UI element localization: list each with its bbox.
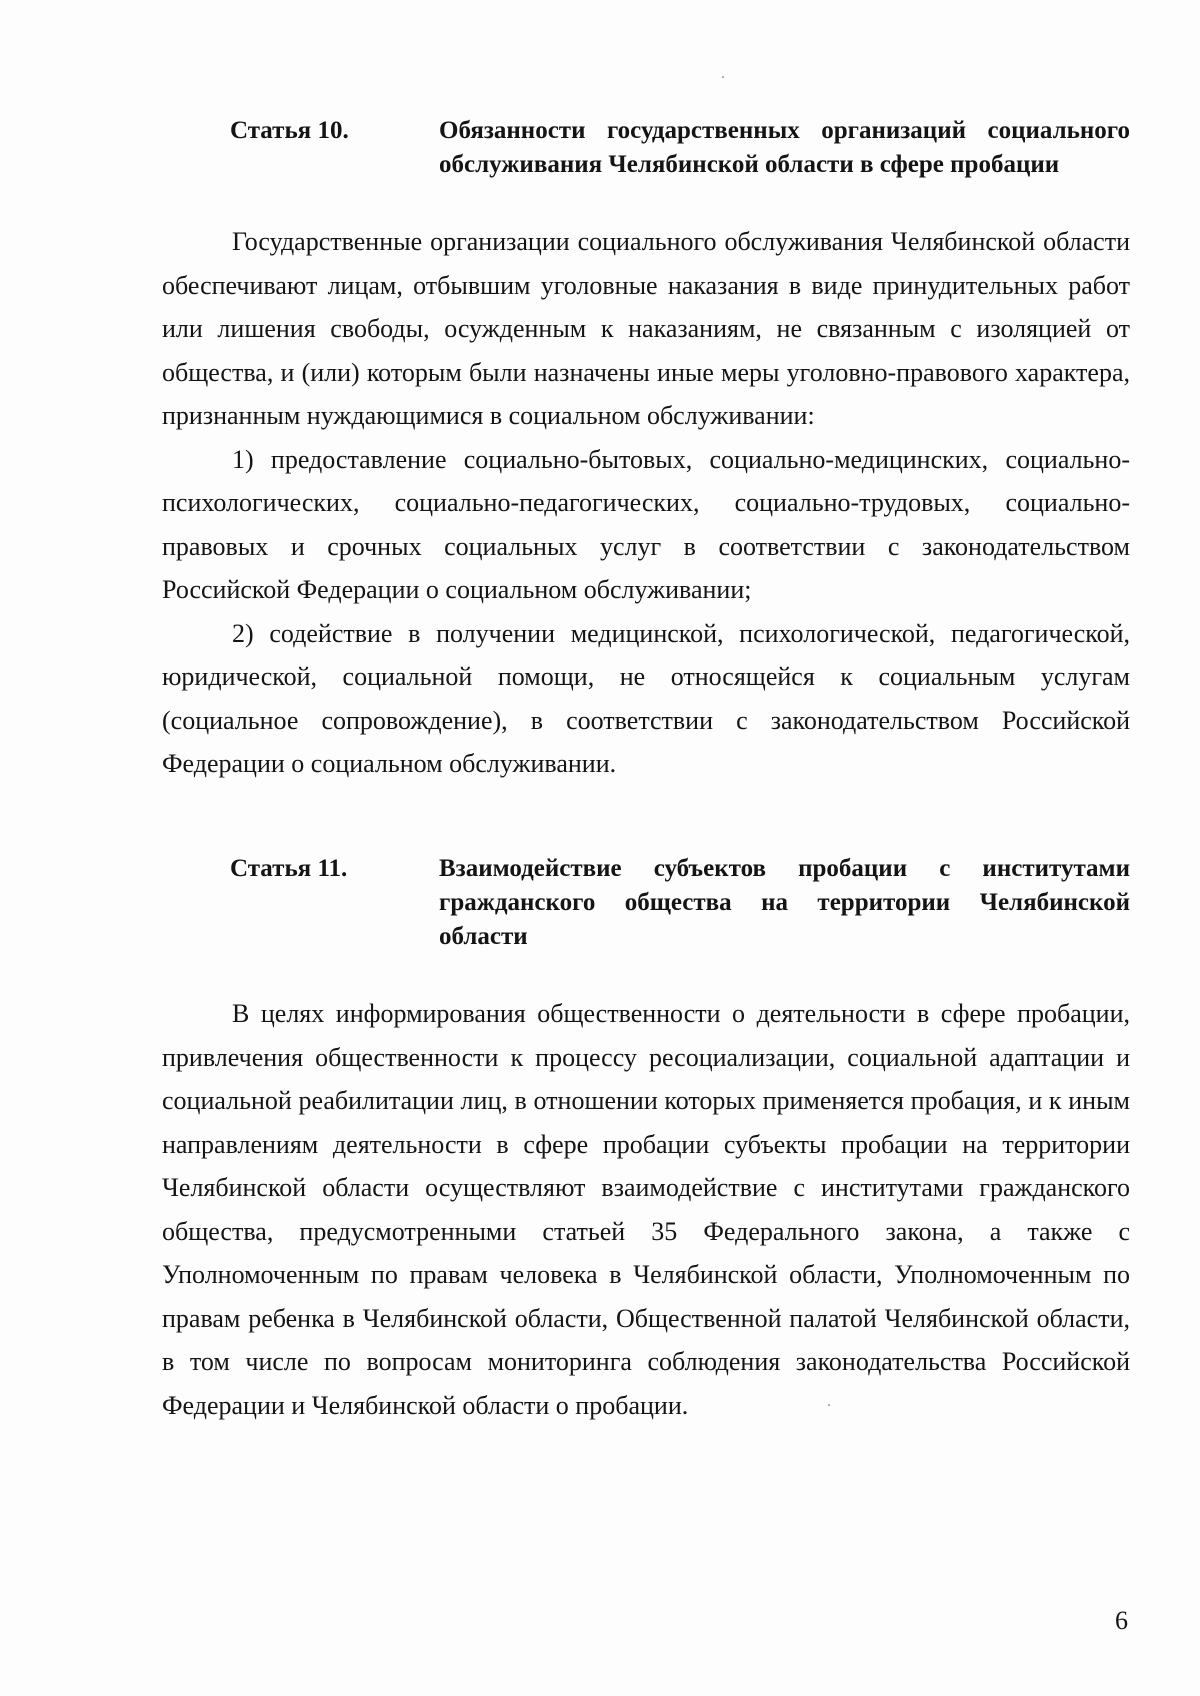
article-header [162,852,1130,954]
article-body [162,992,1130,1427]
article-title: Взаимодействие субъектов пробации с институтами гражданского общества на территории Челябинской области [439,855,1130,950]
article-title: Обязанности государственных организаций социального обслуживания Челябинской области в сфере пробации [439,117,1130,178]
paragraph: 1) предоставление социально-бытовых, социально-медицинских, социально-психологических, социально-педагогических, социально-трудовых, социально-правовых и срочных социальных услуг в соответствии с законодательством Российской Федерации о социальном обслуживании; [162,444,1130,604]
paragraph: Государственные организации социального обслуживания Челябинской области обеспечивают лицам, отбывшим уголовные наказания в виде принудительных работ или лишения свободы, осужденным к наказаниям, не связанным с изоляцией от общества, и (или) которым были назначены иные меры уголовно-правового характера, признанным нуждающимися в социальном обслуживании: [162,227,1130,430]
article-number: Статья 10. [230,117,349,144]
article-body [162,220,1130,786]
paragraph: 2) содействие в получении медицинской, психологической, педагогической, юридической, социальной помощи, не относящейся к социальным услугам (социальное сопровождение), в соответствии с законодательством Российской Федерации о социальном обслуживании. [162,618,1130,778]
scan-speck [722,76,724,78]
article-number: Статья 11. [230,855,348,882]
paragraph: В целях информирования общественности о деятельности в сфере пробации, привлечения общественности к процессу ресоциализации, социальной адаптации и социальной реабилитации лиц, в отношении которых применяется пробация, и к иным направлениям деятельности в сфере пробации субъекты пробации на территории Челябинской области осуществляют взаимодействие с институтами гражданского общества, предусмотренными статьей 35 Федерального закона, а также с Уполномоченным по правам человека в Челябинской области, Уполномоченным по правам ребенка в Челябинской области, Общественной палатой Челябинской области, в том числе по вопросам мониторинга соблюдения законодательства Российской Федерации и Челябинской области о пробации. [162,999,1130,1420]
page-number: 6 [1115,1606,1128,1635]
article-11 [162,852,1130,1427]
article-10 [162,114,1130,786]
article-header [162,114,1130,182]
